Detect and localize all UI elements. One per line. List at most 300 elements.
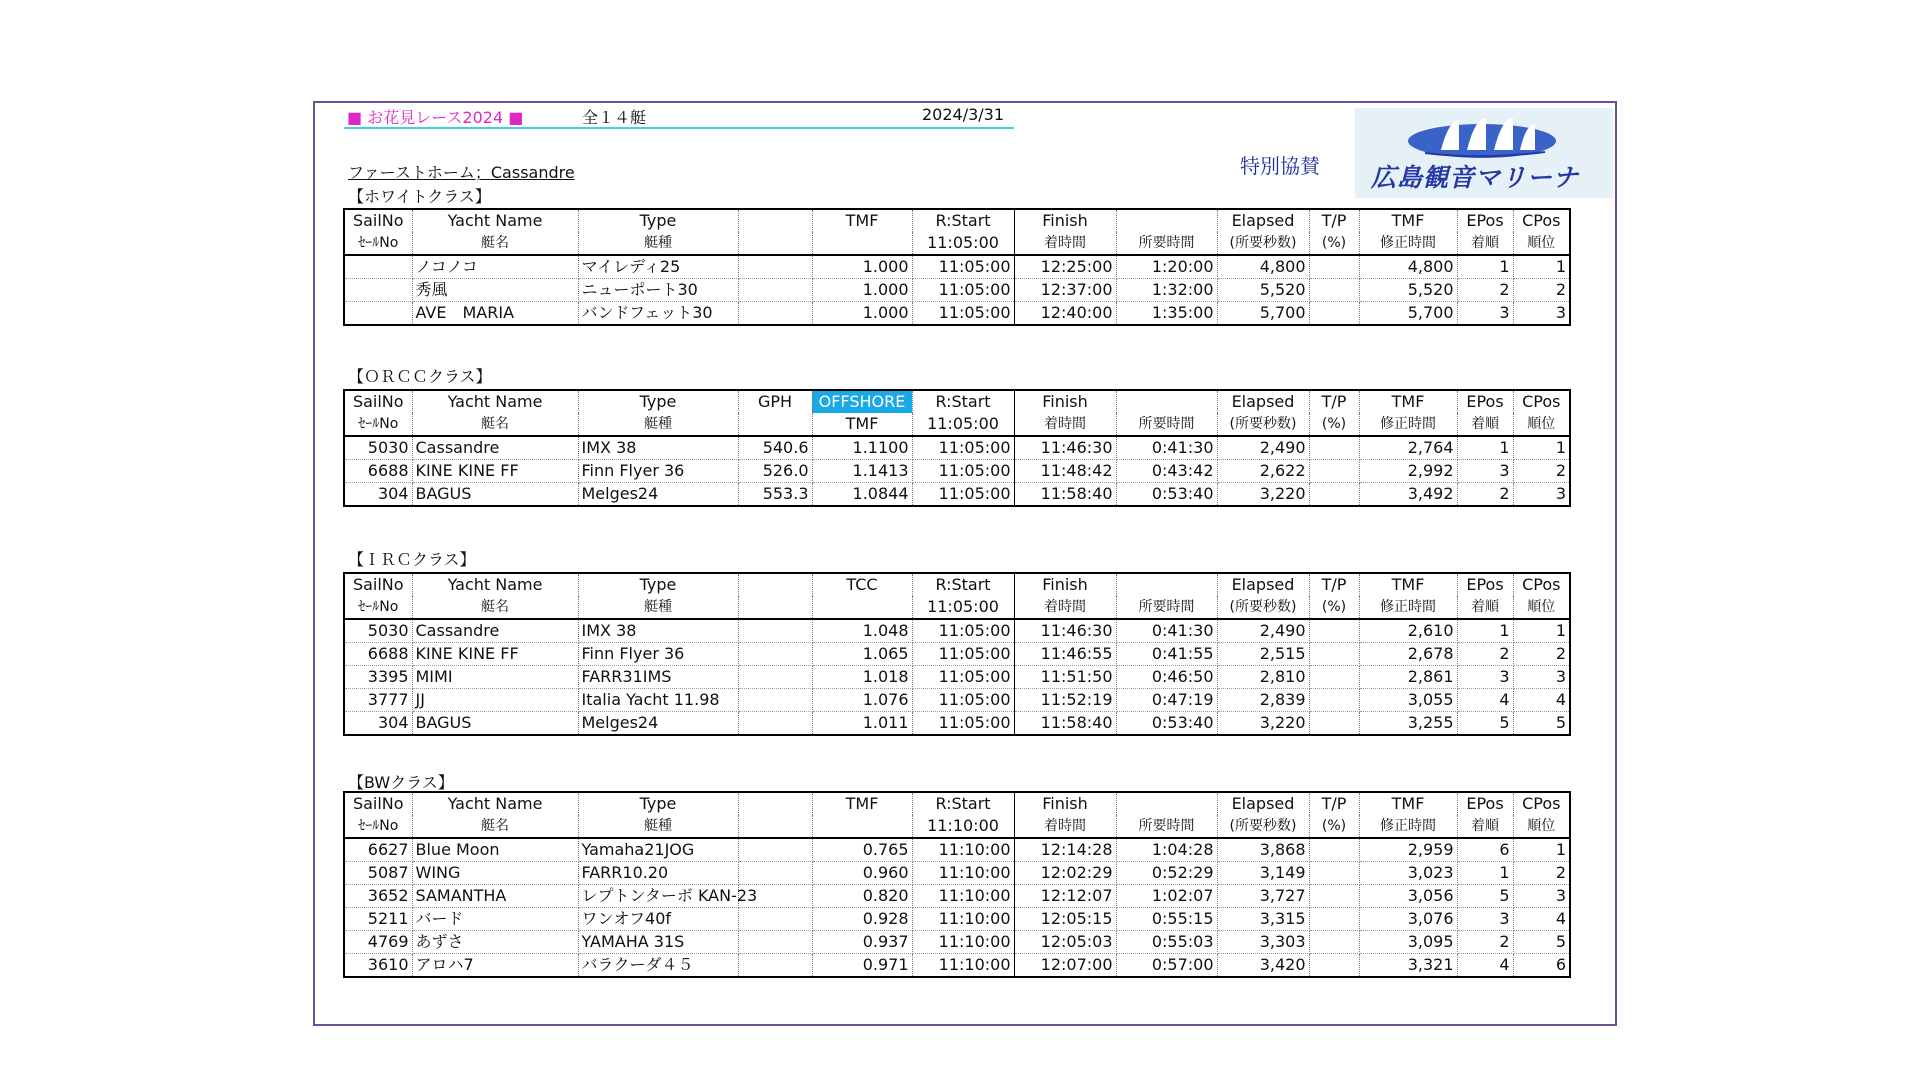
col-header-cpos: CPos [1513, 792, 1570, 815]
finish-time: 11:52:19 [1014, 689, 1116, 712]
col-header-cpos-jp: 順位 [1513, 232, 1570, 255]
col-header-epos-jp: 着順 [1457, 232, 1513, 255]
yacht-type: FARR10.20 [578, 862, 738, 885]
col-header-sailno: SailNo [344, 573, 412, 596]
header-row [344, 573, 1570, 596]
yacht-name: Cassandre [412, 619, 578, 643]
yacht-type: Italia Yacht 11.98 [578, 689, 738, 712]
col-header-finish: Finish [1014, 792, 1116, 815]
gph-value [738, 619, 812, 643]
tp-value [1309, 255, 1359, 279]
rating-value: 1.076 [812, 689, 912, 712]
race-date: 2024/3/31 [922, 105, 1005, 124]
header-row-jp [344, 596, 1570, 619]
required-time: 1:32:00 [1116, 279, 1217, 302]
start-time: 11:05:00 [912, 619, 1014, 643]
elapsed-position: 2 [1457, 643, 1513, 666]
col-header-type: Type [578, 792, 738, 815]
col-header-required-jp: 所要時間 [1116, 815, 1217, 838]
tp-value [1309, 302, 1359, 326]
header-row [344, 390, 1570, 413]
elapsed-seconds: 5,700 [1217, 302, 1309, 326]
col-header-type: Type [578, 209, 738, 232]
sail-no: 5030 [344, 619, 412, 643]
sail-no: 5087 [344, 862, 412, 885]
col-header-rstart: R:Start [912, 209, 1014, 232]
corrected-time: 2,678 [1359, 643, 1457, 666]
required-time: 0:57:00 [1116, 954, 1217, 978]
corrected-time: 5,700 [1359, 302, 1457, 326]
tp-value [1309, 619, 1359, 643]
elapsed-seconds: 2,810 [1217, 666, 1309, 689]
irc-results-table [343, 572, 1571, 736]
required-time: 1:35:00 [1116, 302, 1217, 326]
corrected-time: 3,055 [1359, 689, 1457, 712]
col-header-cpos: CPos [1513, 209, 1570, 232]
elapsed-position: 4 [1457, 689, 1513, 712]
yacht-type: ワンオフ40f [578, 908, 738, 931]
col-header-sailno: SailNo [344, 792, 412, 815]
elapsed-position: 2 [1457, 931, 1513, 954]
col-header-tp: T/P [1309, 573, 1359, 596]
elapsed-position: 6 [1457, 838, 1513, 862]
table-row [344, 885, 1570, 908]
elapsed-position: 3 [1457, 302, 1513, 326]
col-header-epos-jp: 着順 [1457, 815, 1513, 838]
col-header-tmf-jp: 修正時間 [1359, 815, 1457, 838]
gph-value [738, 279, 812, 302]
finish-time: 12:25:00 [1014, 255, 1116, 279]
col-header-elapsed: Elapsed [1217, 792, 1309, 815]
col-header-required-jp: 所要時間 [1116, 413, 1217, 436]
corrected-position: 3 [1513, 666, 1570, 689]
col-header-name: Yacht Name [412, 209, 578, 232]
finish-time: 11:46:30 [1014, 619, 1116, 643]
col-header-blank [1116, 792, 1217, 815]
start-time: 11:05:00 [912, 666, 1014, 689]
rating-value: 0.928 [812, 908, 912, 931]
tp-value [1309, 862, 1359, 885]
yacht-type: Finn Flyer 36 [578, 643, 738, 666]
elapsed-seconds: 3,727 [1217, 885, 1309, 908]
gph-value [738, 908, 812, 931]
required-time: 0:41:30 [1116, 619, 1217, 643]
col-header-required-jp: 所要時間 [1116, 232, 1217, 255]
col-header-tmf: TMF [1359, 390, 1457, 413]
corrected-position: 5 [1513, 712, 1570, 736]
col-header-tp-unit: (%) [1309, 596, 1359, 619]
table-row [344, 255, 1570, 279]
table-row [344, 931, 1570, 954]
required-time: 0:41:30 [1116, 436, 1217, 460]
col-header-blank [1116, 573, 1217, 596]
required-time: 0:46:50 [1116, 666, 1217, 689]
col-header-name: Yacht Name [412, 390, 578, 413]
yacht-name: BAGUS [412, 483, 578, 507]
irc-class-title: 【ＩＲＣクラス】 [348, 550, 476, 569]
elapsed-position: 3 [1457, 908, 1513, 931]
yacht-name: アロハ7 [412, 954, 578, 978]
sail-no: 4769 [344, 931, 412, 954]
rating-value: 0.765 [812, 838, 912, 862]
gph-value [738, 643, 812, 666]
col-header-elapsed: Elapsed [1217, 390, 1309, 413]
start-time: 11:05:00 [912, 483, 1014, 507]
elapsed-seconds: 3,149 [1217, 862, 1309, 885]
elapsed-position: 5 [1457, 712, 1513, 736]
yacht-type: Melges24 [578, 712, 738, 736]
sail-no: 5030 [344, 436, 412, 460]
col-header-rating: TMF [812, 792, 912, 815]
header-row [344, 209, 1570, 232]
finish-time: 11:46:30 [1014, 436, 1116, 460]
col-header-blank [1116, 390, 1217, 413]
tp-value [1309, 838, 1359, 862]
sail-no [344, 255, 412, 279]
table-row [344, 460, 1570, 483]
tp-value [1309, 712, 1359, 736]
white-class-title: 【ホワイトクラス】 [348, 187, 491, 206]
col-header-type-jp: 艇種 [578, 413, 738, 436]
rating-value: 1.018 [812, 666, 912, 689]
yacht-name: 秀風 [412, 279, 578, 302]
white-results-table [343, 208, 1571, 326]
col-header-finish-jp: 着時間 [1014, 232, 1116, 255]
required-time: 0:55:03 [1116, 931, 1217, 954]
gph-value [738, 255, 812, 279]
tp-value [1309, 666, 1359, 689]
start-time: 11:05:00 [912, 302, 1014, 326]
col-header-gph-jp [738, 232, 812, 255]
col-header-cpos: CPos [1513, 390, 1570, 413]
col-header-finish-jp: 着時間 [1014, 413, 1116, 436]
required-time: 0:53:40 [1116, 712, 1217, 736]
elapsed-seconds: 2,490 [1217, 436, 1309, 460]
col-header-finish: Finish [1014, 209, 1116, 232]
finish-time: 11:48:42 [1014, 460, 1116, 483]
elapsed-position: 1 [1457, 862, 1513, 885]
yacht-type: IMX 38 [578, 436, 738, 460]
col-header-cpos: CPos [1513, 573, 1570, 596]
col-header-type-jp: 艇種 [578, 815, 738, 838]
yacht-name: JJ [412, 689, 578, 712]
rating-value: 1.000 [812, 279, 912, 302]
finish-time: 12:37:00 [1014, 279, 1116, 302]
yacht-name: WING [412, 862, 578, 885]
start-time: 11:10:00 [912, 862, 1014, 885]
corrected-time: 3,255 [1359, 712, 1457, 736]
elapsed-position: 2 [1457, 279, 1513, 302]
rating-value: 1.1100 [812, 436, 912, 460]
corrected-position: 4 [1513, 908, 1570, 931]
finish-time: 12:02:29 [1014, 862, 1116, 885]
sail-no: 304 [344, 483, 412, 507]
required-time: 0:52:29 [1116, 862, 1217, 885]
corrected-position: 1 [1513, 436, 1570, 460]
yacht-name: KINE KINE FF [412, 460, 578, 483]
finish-time: 12:05:03 [1014, 931, 1116, 954]
yacht-name: バード [412, 908, 578, 931]
col-header-sailno-jp: ｾｰﾙNo [344, 232, 412, 255]
start-time: 11:05:00 [912, 712, 1014, 736]
yacht-name: ノコノコ [412, 255, 578, 279]
sail-no: 3652 [344, 885, 412, 908]
col-header-type-jp: 艇種 [578, 232, 738, 255]
elapsed-position: 1 [1457, 619, 1513, 643]
col-header-finish-jp: 着時間 [1014, 596, 1116, 619]
col-header-elapsed: Elapsed [1217, 573, 1309, 596]
table-row [344, 619, 1570, 643]
start-time: 11:05:00 [912, 689, 1014, 712]
corrected-time: 3,095 [1359, 931, 1457, 954]
corrected-time: 3,056 [1359, 885, 1457, 908]
sail-no [344, 302, 412, 326]
corrected-time: 3,023 [1359, 862, 1457, 885]
tp-value [1309, 931, 1359, 954]
col-header-name-jp: 艇名 [412, 596, 578, 619]
finish-time: 12:12:07 [1014, 885, 1116, 908]
sail-no: 304 [344, 712, 412, 736]
col-header-tmf: TMF [1359, 792, 1457, 815]
table-row [344, 279, 1570, 302]
header-row-jp [344, 815, 1570, 838]
yacht-type: Melges24 [578, 483, 738, 507]
start-time: 11:10:00 [912, 931, 1014, 954]
elapsed-position: 4 [1457, 954, 1513, 978]
corrected-position: 1 [1513, 619, 1570, 643]
corrected-position: 3 [1513, 302, 1570, 326]
elapsed-seconds: 2,515 [1217, 643, 1309, 666]
finish-time: 11:58:40 [1014, 712, 1116, 736]
bw-class-title: 【BWクラス】 [348, 773, 454, 792]
race-start-time: 11:05:00 [912, 596, 1014, 619]
finish-time: 12:40:00 [1014, 302, 1116, 326]
elapsed-seconds: 3,420 [1217, 954, 1309, 978]
corrected-time: 3,321 [1359, 954, 1457, 978]
sponsor-logo-text: 広島観音マリーナ [1371, 163, 1580, 192]
finish-time: 11:58:40 [1014, 483, 1116, 507]
race-title: ■ お花見レース2024 ■ [347, 108, 524, 127]
col-header-name-jp: 艇名 [412, 232, 578, 255]
col-header-elapsed-jp: (所要秒数) [1217, 596, 1309, 619]
tp-value [1309, 643, 1359, 666]
col-header-tp: T/P [1309, 390, 1359, 413]
col-header-gph: GPH [738, 390, 812, 413]
rating-value: 0.820 [812, 885, 912, 908]
yacht-name: BAGUS [412, 712, 578, 736]
yacht-type: バラクーダ４５ [578, 954, 738, 978]
gph-value [738, 302, 812, 326]
required-time: 1:04:28 [1116, 838, 1217, 862]
header-row-jp [344, 232, 1570, 255]
elapsed-seconds: 2,622 [1217, 460, 1309, 483]
gph-value [738, 862, 812, 885]
start-time: 11:10:00 [912, 838, 1014, 862]
race-start-time: 11:05:00 [912, 413, 1014, 436]
col-header-tmf: TMF [1359, 573, 1457, 596]
col-header-tp: T/P [1309, 792, 1359, 815]
col-header-epos: EPos [1457, 390, 1513, 413]
tp-value [1309, 483, 1359, 507]
col-header-sailno-jp: ｾｰﾙNo [344, 413, 412, 436]
col-header-rating-jp [812, 232, 912, 255]
col-header-gph-jp [738, 413, 812, 436]
finish-time: 12:07:00 [1014, 954, 1116, 978]
yacht-type: レプトンターボ KAN-23 [578, 885, 738, 908]
corrected-position: 1 [1513, 255, 1570, 279]
sail-no: 3777 [344, 689, 412, 712]
corrected-position: 3 [1513, 885, 1570, 908]
col-header-rating: OFFSHORE [812, 390, 912, 413]
required-time: 0:55:15 [1116, 908, 1217, 931]
rating-value: 1.000 [812, 255, 912, 279]
gph-value [738, 954, 812, 978]
orcc-class-title: 【ＯＲＣＣクラス】 [348, 367, 492, 386]
finish-time: 12:14:28 [1014, 838, 1116, 862]
table-row [344, 436, 1570, 460]
yacht-name: MIMI [412, 666, 578, 689]
corrected-time: 3,492 [1359, 483, 1457, 507]
orcc-results-table [343, 389, 1571, 507]
yacht-type: Finn Flyer 36 [578, 460, 738, 483]
col-header-epos: EPos [1457, 573, 1513, 596]
col-header-tp: T/P [1309, 209, 1359, 232]
corrected-time: 2,764 [1359, 436, 1457, 460]
sail-no: 3395 [344, 666, 412, 689]
elapsed-seconds: 5,520 [1217, 279, 1309, 302]
col-header-elapsed-jp: (所要秒数) [1217, 232, 1309, 255]
col-header-type: Type [578, 390, 738, 413]
col-header-rstart: R:Start [912, 792, 1014, 815]
yacht-name: Blue Moon [412, 838, 578, 862]
col-header-name-jp: 艇名 [412, 815, 578, 838]
sail-no [344, 279, 412, 302]
finish-time: 12:05:15 [1014, 908, 1116, 931]
yacht-type: Yamaha21JOG [578, 838, 738, 862]
bw-results-table [343, 791, 1571, 978]
elapsed-seconds: 2,490 [1217, 619, 1309, 643]
start-time: 11:05:00 [912, 643, 1014, 666]
yacht-name: KINE KINE FF [412, 643, 578, 666]
corrected-position: 5 [1513, 931, 1570, 954]
col-header-rstart: R:Start [912, 573, 1014, 596]
header-row [344, 792, 1570, 815]
col-header-epos-jp: 着順 [1457, 413, 1513, 436]
header-rule [344, 127, 1014, 129]
corrected-time: 5,520 [1359, 279, 1457, 302]
elapsed-position: 3 [1457, 666, 1513, 689]
required-time: 1:20:00 [1116, 255, 1217, 279]
col-header-gph [738, 209, 812, 232]
required-time: 1:02:07 [1116, 885, 1217, 908]
corrected-time: 2,959 [1359, 838, 1457, 862]
start-time: 11:05:00 [912, 279, 1014, 302]
finish-time: 11:46:55 [1014, 643, 1116, 666]
col-header-tmf-jp: 修正時間 [1359, 232, 1457, 255]
sponsor-logo [1355, 108, 1613, 198]
yacht-type: FARR31IMS [578, 666, 738, 689]
col-header-tmf-jp: 修正時間 [1359, 596, 1457, 619]
table-row [344, 838, 1570, 862]
yacht-type: バンドフェット30 [578, 302, 738, 326]
sail-no: 5211 [344, 908, 412, 931]
corrected-time: 2,610 [1359, 619, 1457, 643]
sponsor-label: 特別協賛 [1240, 154, 1320, 178]
table-row [344, 643, 1570, 666]
table-row [344, 483, 1570, 507]
rating-value: 0.937 [812, 931, 912, 954]
elapsed-position: 3 [1457, 460, 1513, 483]
col-header-sailno-jp: ｾｰﾙNo [344, 596, 412, 619]
corrected-time: 3,076 [1359, 908, 1457, 931]
corrected-position: 6 [1513, 954, 1570, 978]
col-header-tp-unit: (%) [1309, 815, 1359, 838]
table-row [344, 908, 1570, 931]
gph-value [738, 931, 812, 954]
gph-value [738, 838, 812, 862]
finish-time: 11:51:50 [1014, 666, 1116, 689]
table-row [344, 712, 1570, 736]
col-header-finish: Finish [1014, 390, 1116, 413]
elapsed-position: 2 [1457, 483, 1513, 507]
col-header-name-jp: 艇名 [412, 413, 578, 436]
col-header-sailno: SailNo [344, 209, 412, 232]
tp-value [1309, 885, 1359, 908]
header-row-jp [344, 413, 1570, 436]
tp-value [1309, 954, 1359, 978]
table-row [344, 954, 1570, 978]
elapsed-position: 1 [1457, 255, 1513, 279]
col-header-epos: EPos [1457, 792, 1513, 815]
col-header-epos-jp: 着順 [1457, 596, 1513, 619]
race-start-time: 11:05:00 [912, 232, 1014, 255]
required-time: 0:53:40 [1116, 483, 1217, 507]
yacht-type: YAMAHA 31S [578, 931, 738, 954]
required-time: 0:43:42 [1116, 460, 1217, 483]
col-header-gph [738, 573, 812, 596]
elapsed-seconds: 3,220 [1217, 483, 1309, 507]
col-header-sailno: SailNo [344, 390, 412, 413]
tp-value [1309, 279, 1359, 302]
yacht-name: SAMANTHA [412, 885, 578, 908]
sail-no: 6688 [344, 460, 412, 483]
gph-value [738, 689, 812, 712]
tp-value [1309, 689, 1359, 712]
rating-value: 1.065 [812, 643, 912, 666]
yacht-name: あずさ [412, 931, 578, 954]
required-time: 0:41:55 [1116, 643, 1217, 666]
table-row [344, 666, 1570, 689]
corrected-position: 2 [1513, 643, 1570, 666]
col-header-type: Type [578, 573, 738, 596]
col-header-tmf: TMF [1359, 209, 1457, 232]
yacht-type: IMX 38 [578, 619, 738, 643]
elapsed-position: 1 [1457, 436, 1513, 460]
rating-value: 1.1413 [812, 460, 912, 483]
sail-no: 6688 [344, 643, 412, 666]
corrected-position: 2 [1513, 862, 1570, 885]
yacht-type: マイレディ25 [578, 255, 738, 279]
required-time: 0:47:19 [1116, 689, 1217, 712]
corrected-position: 2 [1513, 279, 1570, 302]
col-header-rstart: R:Start [912, 390, 1014, 413]
col-header-epos: EPos [1457, 209, 1513, 232]
tp-value [1309, 908, 1359, 931]
col-header-rating-jp: TMF [812, 413, 912, 436]
start-time: 11:10:00 [912, 885, 1014, 908]
corrected-position: 1 [1513, 838, 1570, 862]
col-header-gph [738, 792, 812, 815]
